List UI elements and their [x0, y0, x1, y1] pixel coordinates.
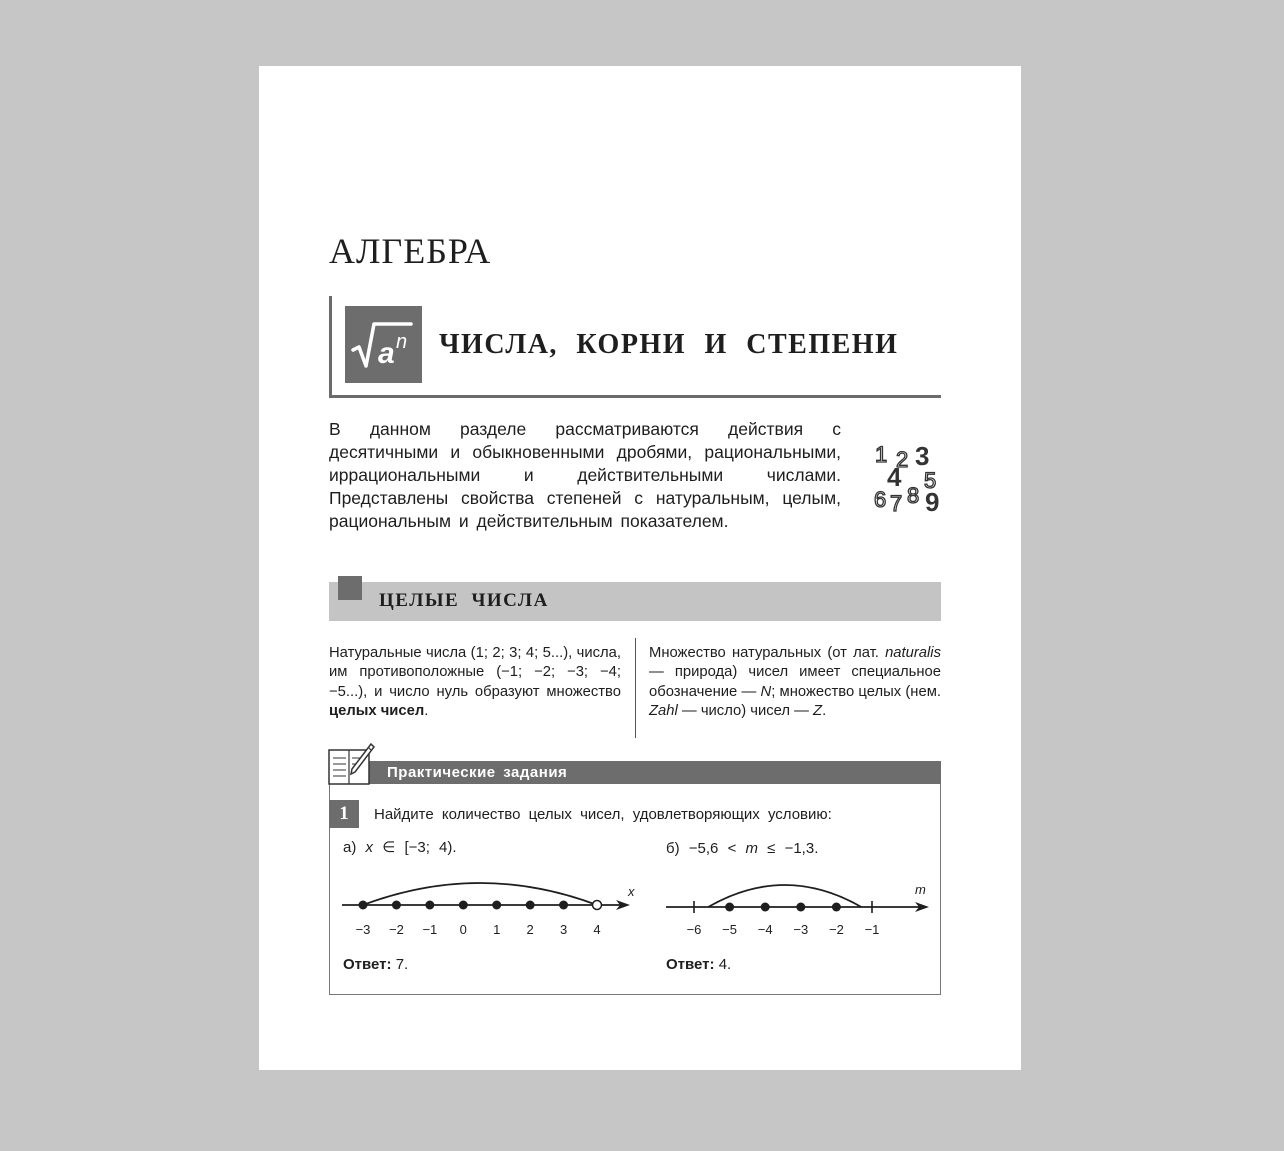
practice-header-label: Практические задания	[387, 764, 568, 781]
filled-point	[492, 901, 501, 910]
number-line-b	[666, 882, 929, 937]
note-text-4: — число) чисел —	[677, 703, 814, 720]
tick-label: −2	[389, 922, 404, 937]
subtask-b-op2: ≤	[767, 840, 776, 857]
svg-text:n: n	[396, 331, 408, 353]
subtask-b-var: m	[745, 840, 758, 857]
number-line-a	[342, 883, 635, 937]
digit-4: 4	[887, 462, 902, 492]
subtask-b-label: б)	[666, 840, 680, 857]
answer-a	[343, 956, 408, 973]
filled-point	[526, 901, 535, 910]
answer-a-value: 7.	[395, 956, 409, 973]
note-text-5: .	[822, 703, 827, 720]
tick-label: 0	[459, 922, 467, 937]
digit-3: 3	[915, 441, 930, 471]
tick-label: −1	[864, 922, 880, 937]
tick-label: −1	[422, 922, 438, 937]
subtask-a-label: а)	[343, 839, 357, 856]
digit-9: 9	[925, 487, 940, 514]
note-text-2: — природа) чисел имеет специальное обозначение —	[649, 664, 941, 700]
open-point	[593, 901, 602, 910]
intro-paragraph: В данном разделе рассматриваются действия с десятичными и обыкновенными дробями, рациональными, иррациональными и действительными числами. Представлены свойства степеней с натуральным, целым, рациональным и действительным показателем.	[329, 419, 841, 531]
definition-text: Натуральные числа (1; 2; 3; 4; 5...), числа, им противоположные (−1; −2; −3; −4; −5...), и число нуль образуют множество	[329, 645, 621, 700]
subtask-a-op: ∈	[382, 839, 396, 856]
note-german-word: Zahl	[649, 703, 678, 720]
note-text-1: Множество натуральных (от лат.	[649, 645, 886, 661]
definition-term: целых чисел	[329, 703, 425, 720]
tick-label: 2	[526, 922, 534, 937]
subtask-a-var: x	[365, 839, 374, 856]
tick-label: 4	[593, 922, 601, 937]
filled-point	[796, 903, 805, 912]
subtask-b-lhs: −5,6	[688, 840, 719, 857]
number-lines	[259, 66, 1021, 1070]
digit-1: 1	[875, 442, 888, 467]
digit-2: 2	[896, 447, 909, 472]
note-latin-word: naturalis	[885, 645, 941, 661]
tick-label: −2	[828, 922, 844, 937]
filled-point	[761, 903, 770, 912]
answer-b	[666, 956, 731, 973]
filled-point	[559, 901, 568, 910]
filled-point	[459, 901, 468, 910]
filled-point	[359, 901, 368, 910]
subtask-b-rhs: −1,3.	[784, 840, 819, 857]
note-symbol-n: N	[760, 683, 772, 700]
digit-5: 5	[924, 468, 937, 493]
subtask-a-interval: [−3; 4).	[404, 839, 457, 856]
tick-label: −5	[722, 922, 738, 937]
section-title: ЧИСЛА, КОРНИ И СТЕПЕНИ	[439, 329, 899, 360]
task-text: Найдите количество целых чисел, удовлетворяющих условию:	[374, 806, 832, 823]
tick-label: −3	[355, 922, 371, 937]
subsection-title: ЦЕЛЫЕ ЧИСЛА	[379, 590, 549, 611]
answer-b-value: 4.	[718, 956, 732, 973]
note-text-3: ; множество целых (нем.	[771, 683, 941, 700]
digit-6: 6	[874, 487, 887, 512]
filled-point	[425, 901, 434, 910]
svg-text:a: a	[378, 337, 395, 370]
filled-point	[832, 903, 841, 912]
page-title: АЛГЕБРА	[329, 231, 492, 271]
answer-a-label: Ответ:	[343, 956, 392, 973]
subtask-b-op1: <	[727, 840, 737, 857]
answer-b-label: Ответ:	[666, 956, 715, 973]
digit-7: 7	[890, 491, 903, 514]
textbook-page	[259, 66, 1021, 1070]
tick-label: −4	[757, 922, 773, 937]
note-symbol-z: Z	[813, 703, 823, 720]
axis-label: x	[628, 884, 635, 899]
filled-point	[725, 903, 734, 912]
axis-label: m	[915, 882, 926, 897]
digit-8: 8	[907, 483, 920, 508]
task-number: 1	[329, 800, 359, 828]
filled-point	[392, 901, 401, 910]
tick-label: −3	[793, 922, 809, 937]
definition-end: .	[424, 703, 429, 720]
tick-label: 3	[559, 922, 568, 937]
tick-label: −6	[686, 922, 702, 937]
tick-label: 1	[493, 922, 501, 937]
